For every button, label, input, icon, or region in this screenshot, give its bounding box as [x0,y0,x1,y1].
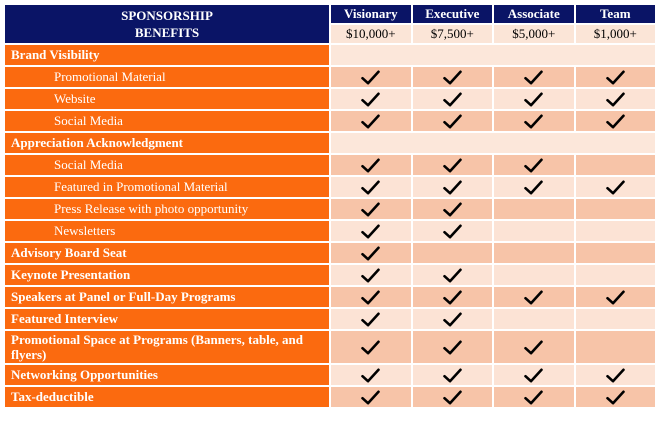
sponsorship-benefits-table [3,3,657,409]
benefit-row [5,365,655,385]
check-icon [361,224,380,239]
tier-cell [576,365,656,385]
benefit-row [5,67,655,87]
tier-name-associate: Associate [494,5,573,23]
tier-cell [413,221,492,241]
check-icon [443,202,462,217]
tier-cell [494,243,573,263]
tier-cell [413,387,492,407]
section-row [5,45,655,65]
tier-price-visionary: $10,000+ [331,25,410,43]
benefit-row [5,199,655,219]
benefit-label: Keynote Presentation [5,265,329,285]
tier-cell [331,331,410,363]
check-icon [443,268,462,283]
check-icon [606,290,625,305]
tier-cell [494,287,573,307]
tier-name-executive: Executive [413,5,492,23]
tier-cell [331,287,410,307]
check-icon [361,368,380,383]
tier-cell [331,221,410,241]
tier-cell [331,199,410,219]
check-icon [443,312,462,327]
tier-cell [331,387,410,407]
benefit-label: Networking Opportunities [5,365,329,385]
tier-cell [494,177,573,197]
tier-cell [413,331,492,363]
tier-name-team: Team [576,5,656,23]
check-icon [443,180,462,195]
section-spacer [331,45,655,65]
check-icon [443,70,462,85]
check-icon [524,70,543,85]
tier-cell [413,365,492,385]
benefit-row [5,287,655,307]
tier-cell [494,387,573,407]
check-icon [606,114,625,129]
title-line-1: SPONSORSHIP [121,8,213,23]
check-icon [524,368,543,383]
tier-name-visionary: Visionary [331,5,410,23]
benefit-row [5,265,655,285]
benefit-label: Featured Interview [5,309,329,329]
tier-cell [413,309,492,329]
section-label: Appreciation Acknowledgment [5,133,329,153]
check-icon [524,92,543,107]
check-icon [524,180,543,195]
tier-cell [413,265,492,285]
check-icon [443,158,462,173]
benefit-label: Speakers at Panel or Full-Day Programs [5,287,329,307]
check-icon [361,92,380,107]
tier-cell [494,67,573,87]
benefit-row [5,155,655,175]
benefit-label: Advisory Board Seat [5,243,329,263]
benefit-label: Social Media [5,111,329,131]
tier-cell [331,243,410,263]
benefit-row [5,309,655,329]
tier-cell [413,89,492,109]
tier-cell [413,155,492,175]
tier-cell [494,155,573,175]
check-icon [361,180,380,195]
check-icon [361,312,380,327]
check-icon [524,340,543,355]
check-icon [443,114,462,129]
tier-cell [413,111,492,131]
tier-cell [576,331,656,363]
benefit-row [5,221,655,241]
tier-cell [576,287,656,307]
check-icon [361,246,380,261]
check-icon [443,340,462,355]
tier-cell [494,265,573,285]
tier-cell [576,265,656,285]
tier-cell [494,221,573,241]
title-line-2: BENEFITS [134,25,200,40]
check-icon [606,70,625,85]
tier-cell [494,309,573,329]
check-icon [443,224,462,239]
table-body [5,5,655,407]
tier-cell [494,111,573,131]
tier-cell [413,177,492,197]
check-icon [361,290,380,305]
section-spacer [331,133,655,153]
benefit-label: Website [5,89,329,109]
check-icon [524,114,543,129]
section-row [5,133,655,153]
check-icon [606,368,625,383]
tier-cell [576,243,656,263]
tier-cell [576,387,656,407]
benefit-row [5,89,655,109]
check-icon [361,202,380,217]
check-icon [524,290,543,305]
tier-cell [576,67,656,87]
tier-cell [576,89,656,109]
check-icon [443,390,462,405]
tier-cell [331,155,410,175]
benefit-label: Social Media [5,155,329,175]
benefit-row [5,331,655,363]
tier-cell [576,111,656,131]
benefit-label: Featured in Promotional Material [5,177,329,197]
tier-price-team: $1,000+ [576,25,656,43]
check-icon [361,340,380,355]
check-icon [361,158,380,173]
tier-price-executive: $7,500+ [413,25,492,43]
tier-cell [331,365,410,385]
tier-cell [494,331,573,363]
check-icon [524,158,543,173]
tier-cell [331,177,410,197]
tier-cell [576,221,656,241]
tier-cell [494,365,573,385]
benefit-label: Promotional Material [5,67,329,87]
check-icon [443,290,462,305]
check-icon [524,390,543,405]
tier-cell [331,309,410,329]
benefit-label: Newsletters [5,221,329,241]
tier-cell [576,155,656,175]
check-icon [361,390,380,405]
benefit-row [5,387,655,407]
check-icon [606,92,625,107]
header-row-tiers [5,5,655,23]
tier-cell [576,309,656,329]
benefit-label: Tax-deductible [5,387,329,407]
benefit-row [5,243,655,263]
tier-cell [413,67,492,87]
benefit-row [5,111,655,131]
tier-cell [576,177,656,197]
check-icon [361,268,380,283]
check-icon [606,180,625,195]
section-label: Brand Visibility [5,45,329,65]
tier-cell [331,265,410,285]
benefit-label: Promotional Space at Programs (Banners, table, and flyers) [5,331,329,363]
tier-cell [576,199,656,219]
tier-cell [413,287,492,307]
check-icon [361,114,380,129]
tier-cell [331,89,410,109]
benefit-label: Press Release with photo opportunity [5,199,329,219]
check-icon [606,390,625,405]
tier-cell [494,199,573,219]
tier-cell [331,67,410,87]
tier-cell [413,199,492,219]
tier-cell [413,243,492,263]
benefit-row [5,177,655,197]
tier-cell [494,89,573,109]
check-icon [361,70,380,85]
check-icon [443,368,462,383]
tier-cell [331,111,410,131]
tier-price-associate: $5,000+ [494,25,573,43]
table-title [5,5,329,43]
check-icon [443,92,462,107]
